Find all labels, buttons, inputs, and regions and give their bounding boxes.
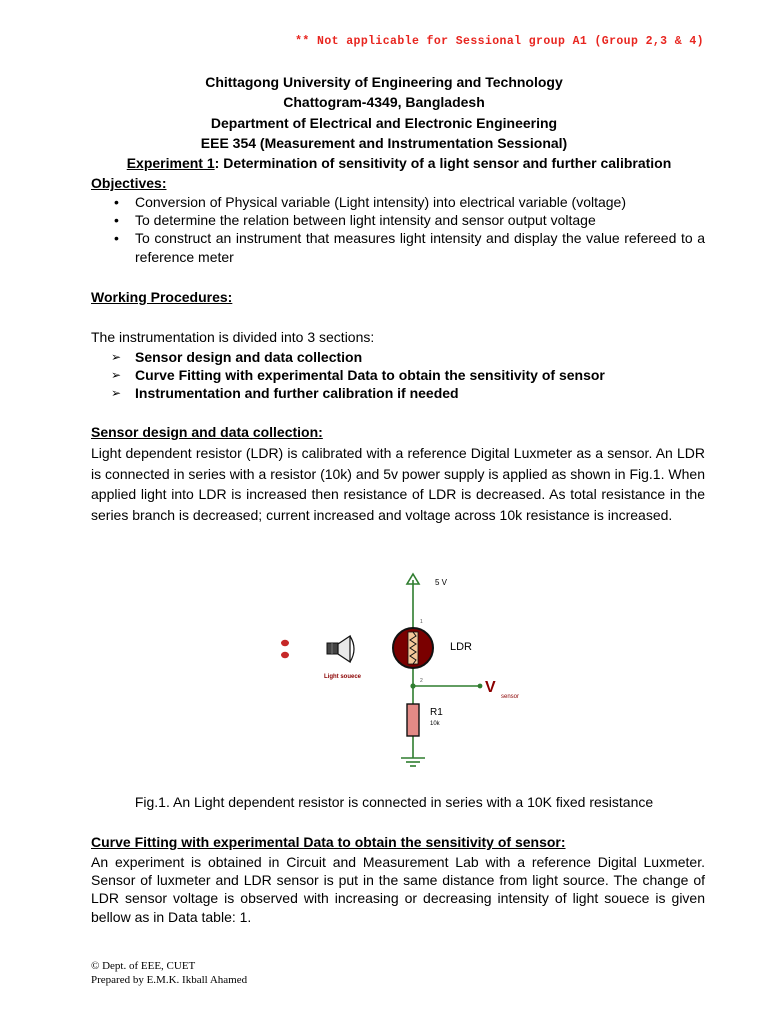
sensor-design-heading: Sensor design and data collection: xyxy=(91,424,323,440)
arrow-icon: ➢ xyxy=(111,350,122,364)
vsensor-subscript: sensor xyxy=(501,694,520,700)
objective-text: Conversion of Physical variable (Light intensity) into electrical variable (voltage) xyxy=(135,194,627,210)
circuit-diagram xyxy=(270,568,540,776)
light-source-icon xyxy=(327,636,354,662)
experiment-label: Experiment 1 xyxy=(126,155,215,172)
department-name: Department of Electrical and Electronic Engineering xyxy=(210,114,558,131)
terminal-dots-icon xyxy=(281,640,289,658)
bullet-icon: • xyxy=(114,194,119,210)
sensor-design-paragraph: Light dependent resistor (LDR) is calibrated with a reference Digital Luxmeter as a sensor. An LDR is connected in series with a resistor (10k) and 5v power supply is applied as shown in Fig.1. When applied light into LDR is increased then resistance of LDR is decreased. As total resistance in the series branch is decreased; current increased and voltage across 10k resistance is increased. xyxy=(91,445,705,524)
figure-caption: Fig.1. An Light dependent resistor is connected in series with a 10K fixed resistance xyxy=(134,794,654,810)
vsensor-label: V xyxy=(485,679,496,696)
ldr-pin-2: 2 xyxy=(420,678,423,684)
ground-icon xyxy=(401,758,425,766)
ldr-pin-1: 1 xyxy=(420,619,423,625)
ldr-label: LDR xyxy=(450,641,473,653)
university-address: Chattogram-4349, Bangladesh xyxy=(283,94,485,111)
junction-node xyxy=(410,683,415,688)
curve-fitting-paragraph: An experiment is obtained in Circuit and Measurement Lab with a reference Digital Luxmeter. Sensor of luxmeter and LDR sensor is put in the same distance from light source. The change of LDR sensor voltage is observed with increasing or decreasing intensity of light souece is given bellow as in Data table: 1. xyxy=(91,854,705,925)
page-footer xyxy=(91,960,247,987)
ldr-icon xyxy=(393,628,433,668)
bullet-icon: • xyxy=(114,212,119,229)
objectives-heading: Objectives: xyxy=(91,175,167,191)
supply-label: 5 V xyxy=(435,578,448,587)
section-item xyxy=(91,348,605,366)
arrow-icon: ➢ xyxy=(111,386,122,401)
section-text: Instrumentation and further calibration if needed xyxy=(135,385,459,402)
section-item xyxy=(91,384,605,402)
sections-list xyxy=(91,348,605,403)
resistor-r1-icon xyxy=(407,704,419,736)
objective-item xyxy=(91,229,705,265)
arrow-icon: ➢ xyxy=(111,368,122,383)
r1-label: R1 xyxy=(430,707,443,718)
curve-fitting-heading: Curve Fitting with experimental Data to obtain the sensitivity of sensor: xyxy=(91,834,566,850)
procedures-intro: The instrumentation is divided into 3 sections: xyxy=(91,329,375,345)
vsensor-terminal xyxy=(478,684,483,689)
objective-text: To determine the relation between light intensity and sensor output voltage xyxy=(135,212,596,229)
working-procedures-heading: Working Procedures: xyxy=(91,289,233,305)
circuit-wires xyxy=(413,580,480,758)
objective-text: To construct an instrument that measures light intensity and display the value refereed to a reference meter xyxy=(135,230,705,265)
bullet-icon: • xyxy=(114,230,119,247)
section-text: Curve Fitting with experimental Data to obtain the sensitivity of sensor xyxy=(135,367,605,384)
document-header xyxy=(0,72,768,173)
university-name: Chittagong University of Engineering and Technology xyxy=(205,74,563,90)
objectives-list xyxy=(91,193,705,266)
experiment-title xyxy=(30,153,768,173)
course-title: EEE 354 (Measurement and Instrumentation Sessional) xyxy=(200,134,568,151)
objective-item xyxy=(91,211,705,229)
light-source-label: Light souece xyxy=(324,674,362,680)
section-text: Sensor design and data collection xyxy=(135,349,363,365)
experiment-title-text: : Determination of sensitivity of a light sensor and further calibration xyxy=(214,155,672,172)
footer-author: Prepared by E.M.K. Ikball Ahamed xyxy=(91,973,248,986)
section-item xyxy=(91,366,605,384)
r1-value: 10k xyxy=(430,721,440,727)
footer-copyright: © Dept. of EEE, CUET xyxy=(91,960,196,972)
objective-item xyxy=(91,193,705,211)
group-notice: ** Not applicable for Sessional group A1 (Group 2,3 & 4) xyxy=(295,35,704,48)
